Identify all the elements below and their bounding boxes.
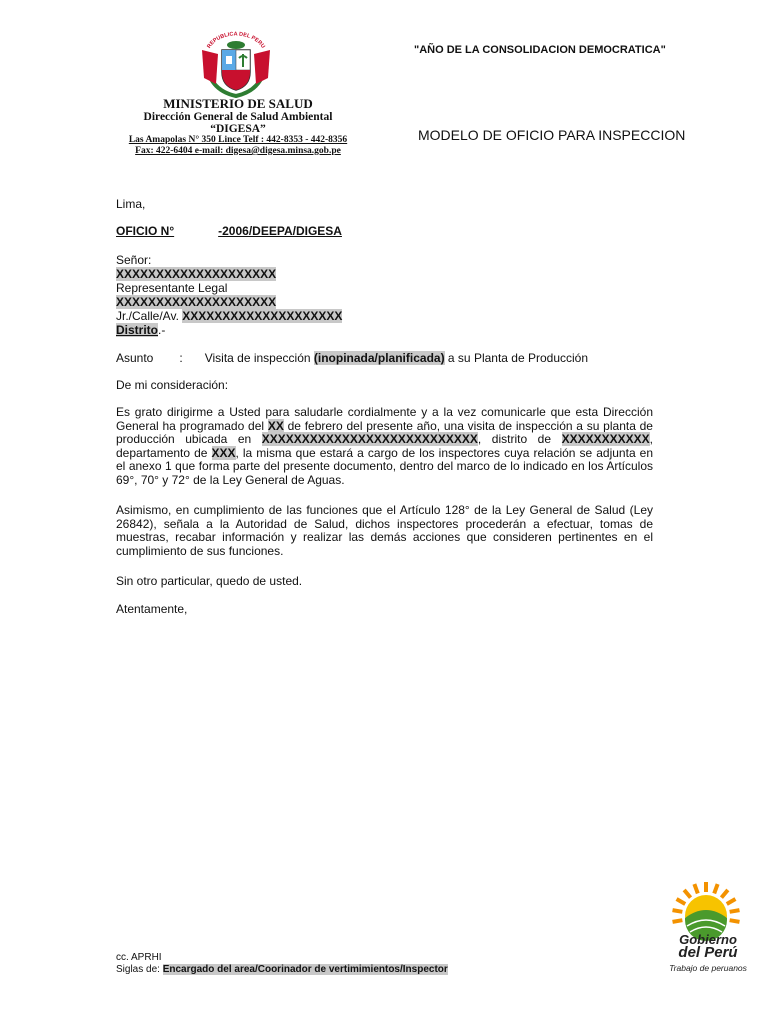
subject-text-pre: Visita de inspección — [204, 351, 311, 365]
street-placeholder: XXXXXXXXXXXXXXXXXXXX — [182, 309, 343, 323]
salutation: De mi consideración: — [116, 378, 229, 392]
gobierno-del-peru-wordmark — [660, 934, 756, 973]
cc-line: cc. APRHI — [116, 952, 162, 963]
oficio-suffix: -2006/DEEPA/DIGESA — [218, 224, 342, 238]
directorate-name: Dirección General de Salud Ambiental — [143, 111, 333, 123]
district-label: Distrito — [116, 323, 158, 337]
p1-address-placeholder: XXXXXXXXXXXXXXXXXXXXXXXXXXX — [261, 432, 478, 446]
sign-off: Atentamente, — [116, 602, 188, 616]
year-motto: "AÑO DE LA CONSOLIDACION DEMOCRATICA" — [414, 44, 666, 56]
siglas-label: Siglas de: — [116, 964, 160, 975]
letter-place: Lima, — [116, 197, 146, 211]
p1-text-e: , la misma que estará a cargo de los inspectores cuya relación se adjunta en el anexo 1 que forma parte del presente documento, dentro del marco de lo indicado en los Artículos 69°, 70° y 72° de la Ley General de Aguas. — [116, 445, 654, 487]
oficio-prefix: OFICIO N° — [116, 224, 175, 238]
subject-colon: : — [179, 351, 183, 365]
p1-text-b: de febrero del presente año, una visita de inspección a su planta de producción ubicada en — [116, 418, 653, 446]
logo-slogan: Trabajo de peruanos — [669, 963, 747, 973]
crest-caption: REPUBLICA DEL PERU — [206, 31, 266, 50]
siglas-line — [116, 964, 448, 976]
logo-line-2: del Perú — [678, 944, 738, 961]
district-suffix: .- — [158, 323, 166, 337]
peru-coat-of-arms-icon — [196, 30, 276, 100]
ministry-name: MINISTERIO DE SALUD — [163, 96, 313, 111]
subject-line — [116, 351, 588, 365]
p1-district-placeholder: XXXXXXXXXXX — [561, 432, 650, 446]
paragraph-1 — [116, 406, 653, 487]
company-placeholder: XXXXXXXXXXXXXXXXXXXX — [116, 295, 277, 309]
logo-line-1: Gobierno — [679, 932, 737, 947]
directorate-acronym: “DIGESA” — [210, 123, 266, 135]
siglas-value: Encargado del area/Coorinador de vertimimientos/Inspector — [162, 964, 448, 975]
subject-label: Asunto — [116, 351, 154, 365]
paragraph-2: Asimismo, en cumplimiento de las funciones que el Artículo 128° de la Ley General de Salud (Ley 26842), señala a la Autoridad de Salud, dichos inspectores procederán a efectuar, tomas de muestras, recabar información y realizar las demás acciones que consideren pertinentes en el cumplimiento de sus funciones. — [116, 503, 653, 558]
p1-text-c: , distrito de — [477, 432, 552, 446]
street-label: Jr./Calle/Av. — [116, 309, 179, 323]
ministry-address: Las Amapolas N° 350 Lince Telf : 442-8353 - 442-8356 — [128, 135, 348, 145]
subject-text-post: a su Planta de Producción — [447, 351, 589, 365]
ministry-block — [108, 97, 368, 157]
p1-text-a: Es grato dirigirme a Usted para saludarle cordialmente y a la vez comunicarle que esta Dirección General ha programado del — [116, 405, 653, 433]
recipient-name-placeholder: XXXXXXXXXXXXXXXXXXXX — [116, 267, 277, 281]
greeting: Señor: — [116, 253, 152, 267]
document-heading: MODELO DE OFICIO PARA INSPECCION — [418, 127, 686, 143]
p1-text-d: , departamento de — [116, 432, 653, 460]
representative-label: Representante Legal — [116, 281, 228, 295]
oficio-number — [116, 224, 342, 238]
subject-highlight: (inopinada/planificada) — [313, 351, 445, 365]
ministry-fax-email: Fax: 422-6404 e-mail: digesa@digesa.minsa.gob.pe — [135, 146, 341, 156]
p1-department-placeholder: XXX — [211, 445, 236, 460]
closing-line: Sin otro particular, quedo de usted. — [116, 574, 303, 588]
p1-day-placeholder: XX — [267, 418, 284, 433]
